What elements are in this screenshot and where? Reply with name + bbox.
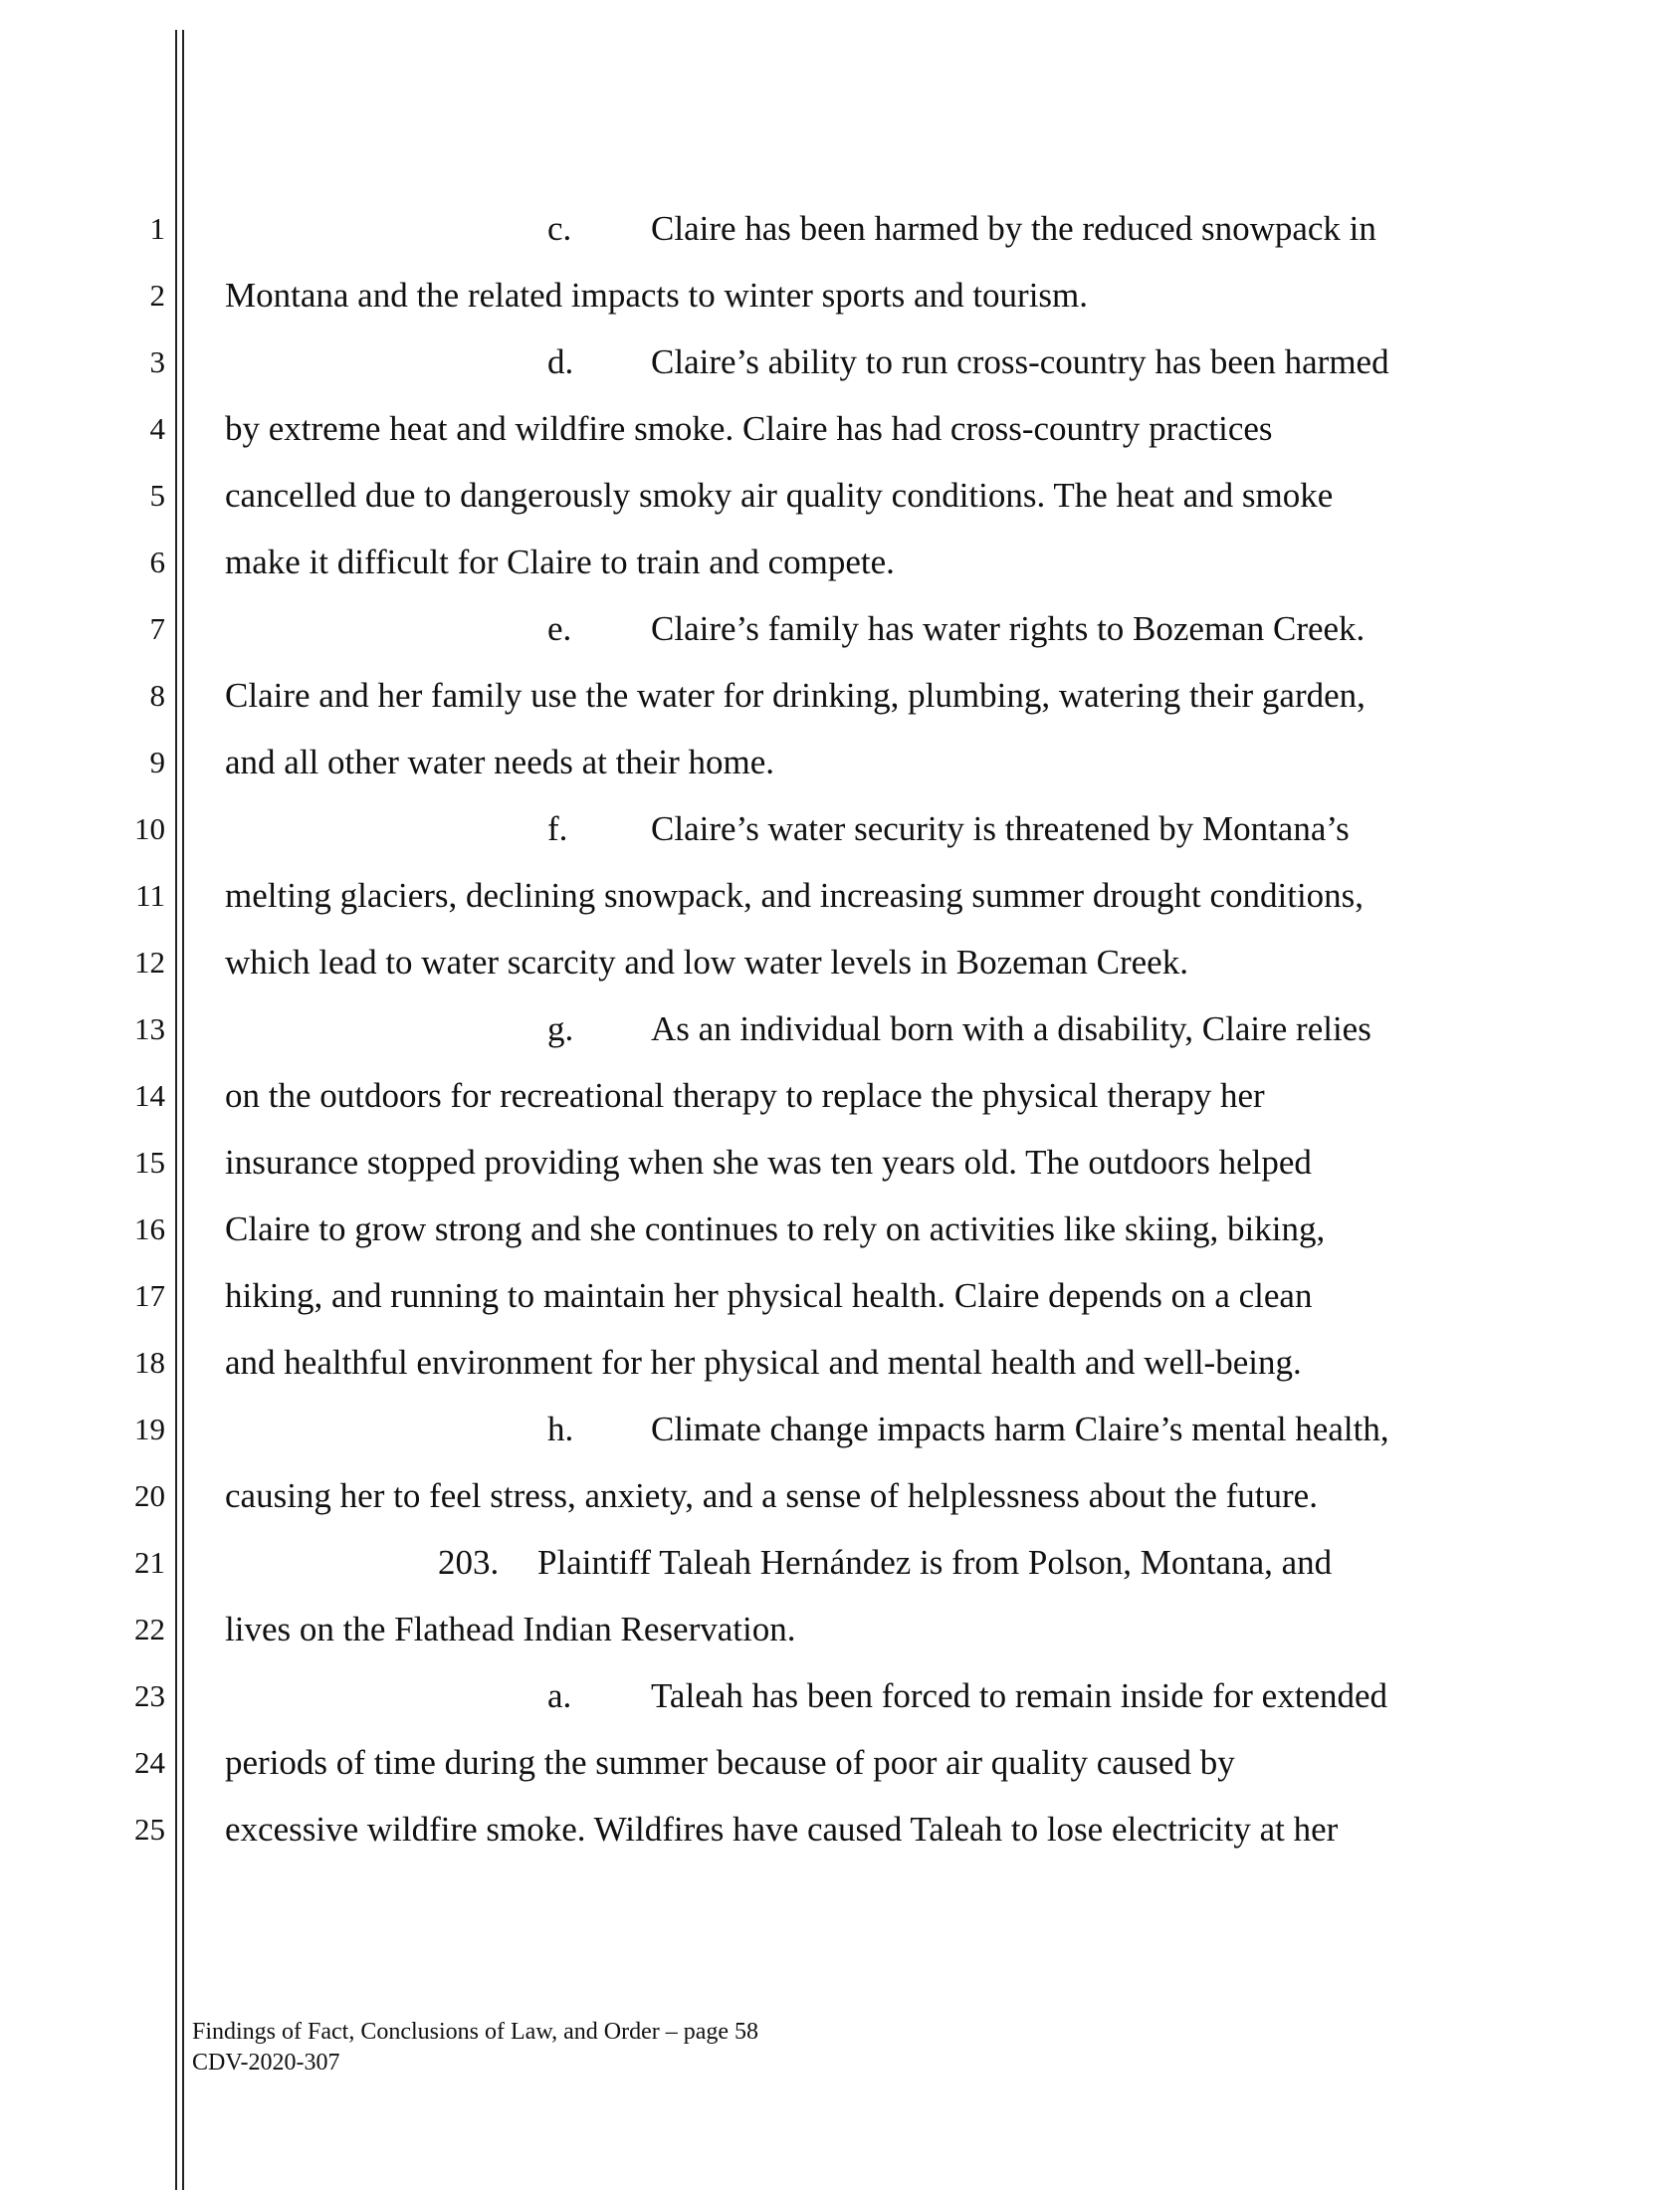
text-line bbox=[225, 941, 1188, 985]
line-number: 15 bbox=[134, 1145, 165, 1180]
line-number: 11 bbox=[135, 878, 165, 913]
paragraph-label: f. bbox=[547, 809, 568, 848]
line-number: 2 bbox=[149, 278, 165, 313]
line-number: 12 bbox=[134, 945, 165, 980]
text-line bbox=[225, 407, 1273, 451]
text-line bbox=[547, 1007, 1371, 1051]
line-text: by extreme heat and wildfire smoke. Claire has had cross-country practices bbox=[225, 409, 1273, 448]
text-line bbox=[225, 1608, 795, 1651]
paragraph-label: h. bbox=[547, 1410, 574, 1448]
line-text: Claire has been harmed by the reduced snowpack in bbox=[651, 209, 1376, 248]
text-line bbox=[225, 541, 895, 584]
line-text: Montana and the related impacts to winter sports and tourism. bbox=[225, 276, 1089, 315]
paragraph-label: e. bbox=[547, 609, 572, 648]
line-text: and healthful environment for her physical and mental health and well-being. bbox=[225, 1343, 1302, 1382]
line-number: 13 bbox=[134, 1011, 165, 1046]
line-text: which lead to water scarcity and low water levels in Bozeman Creek. bbox=[225, 943, 1188, 982]
line-text: Plaintiff Taleah Hernández is from Polson, Montana, and bbox=[537, 1543, 1333, 1582]
line-number: 4 bbox=[149, 411, 165, 446]
line-text: Claire’s ability to run cross-country has been harmed bbox=[651, 342, 1389, 381]
text-line bbox=[225, 1141, 1312, 1185]
text-line bbox=[225, 1207, 1325, 1251]
line-text: periods of time during the summer because of poor air quality caused by bbox=[225, 1743, 1235, 1782]
line-number: 19 bbox=[134, 1412, 165, 1446]
line-text: Taleah has been forced to remain inside for extended bbox=[651, 1676, 1388, 1715]
text-line bbox=[225, 1474, 1318, 1518]
text-line bbox=[225, 874, 1364, 918]
text-line bbox=[547, 340, 1389, 384]
text-line bbox=[225, 1341, 1302, 1385]
text-line bbox=[225, 674, 1365, 718]
line-number: 21 bbox=[134, 1545, 165, 1580]
text-line bbox=[225, 741, 774, 784]
text-line bbox=[547, 1674, 1387, 1718]
paragraph-number: 203. bbox=[438, 1543, 500, 1582]
line-number: 16 bbox=[134, 1211, 165, 1246]
text-line bbox=[225, 1741, 1235, 1785]
margin-rule-left-2 bbox=[182, 30, 184, 2190]
text-line bbox=[547, 807, 1350, 851]
line-number: 23 bbox=[134, 1678, 165, 1713]
text-line bbox=[225, 1274, 1312, 1318]
line-number: 8 bbox=[149, 678, 165, 713]
line-number: 9 bbox=[149, 745, 165, 779]
text-line bbox=[547, 607, 1365, 651]
text-line bbox=[225, 274, 1088, 318]
text-line bbox=[225, 1074, 1265, 1118]
line-number: 25 bbox=[134, 1812, 165, 1847]
line-text: Claire and her family use the water for drinking, plumbing, watering their garden, bbox=[225, 676, 1365, 715]
paragraph-label: d. bbox=[547, 342, 574, 381]
line-text: insurance stopped providing when she was ten years old. The outdoors helped bbox=[225, 1143, 1312, 1182]
line-number: 5 bbox=[149, 478, 165, 513]
line-text: As an individual born with a disability, Claire relies bbox=[651, 1009, 1371, 1048]
line-number: 6 bbox=[149, 545, 165, 579]
line-text: make it difficult for Claire to train and compete. bbox=[225, 543, 895, 581]
footer-title: Findings of Fact, Conclusions of Law, and Order – page 58 bbox=[192, 2019, 759, 2045]
line-number: 22 bbox=[134, 1612, 165, 1646]
line-number: 7 bbox=[149, 611, 165, 646]
line-number: 24 bbox=[134, 1745, 165, 1780]
line-number: 3 bbox=[149, 344, 165, 379]
line-number: 18 bbox=[134, 1345, 165, 1380]
text-line bbox=[438, 1541, 1332, 1585]
line-text: causing her to feel stress, anxiety, and a sense of helplessness about the future. bbox=[225, 1476, 1318, 1515]
paragraph-label: c. bbox=[547, 209, 572, 248]
line-text: cancelled due to dangerously smoky air quality conditions. The heat and smoke bbox=[225, 476, 1334, 515]
text-line bbox=[547, 1408, 1389, 1451]
text-line bbox=[225, 474, 1333, 518]
line-text: excessive wildfire smoke. Wildfires have caused Taleah to lose electricity at her bbox=[225, 1810, 1339, 1849]
line-number: 17 bbox=[134, 1278, 165, 1313]
line-text: Claire to grow strong and she continues to rely on activities like skiing, biking, bbox=[225, 1209, 1326, 1248]
paragraph-label: a. bbox=[547, 1676, 572, 1715]
footer-case-number: CDV-2020-307 bbox=[192, 2050, 340, 2076]
line-text: on the outdoors for recreational therapy to replace the physical therapy her bbox=[225, 1076, 1265, 1115]
line-number: 20 bbox=[134, 1478, 165, 1513]
line-number: 14 bbox=[134, 1078, 165, 1113]
text-line bbox=[547, 207, 1376, 251]
paragraph-label: g. bbox=[547, 1009, 574, 1048]
line-text: melting glaciers, declining snowpack, and increasing summer drought conditions, bbox=[225, 876, 1365, 915]
line-text: Claire’s water security is threatened by Montana’s bbox=[651, 809, 1350, 848]
line-text: lives on the Flathead Indian Reservation. bbox=[225, 1610, 796, 1648]
line-text: Climate change impacts harm Claire’s mental health, bbox=[651, 1410, 1389, 1448]
margin-rule-left bbox=[175, 30, 177, 2190]
line-text: Claire’s family has water rights to Bozeman Creek. bbox=[651, 609, 1365, 648]
line-number: 1 bbox=[149, 211, 165, 246]
line-text: hiking, and running to maintain her physical health. Claire depends on a clean bbox=[225, 1276, 1313, 1315]
line-text: and all other water needs at their home. bbox=[225, 743, 775, 781]
text-line bbox=[225, 1808, 1338, 1852]
line-number: 10 bbox=[134, 811, 165, 846]
